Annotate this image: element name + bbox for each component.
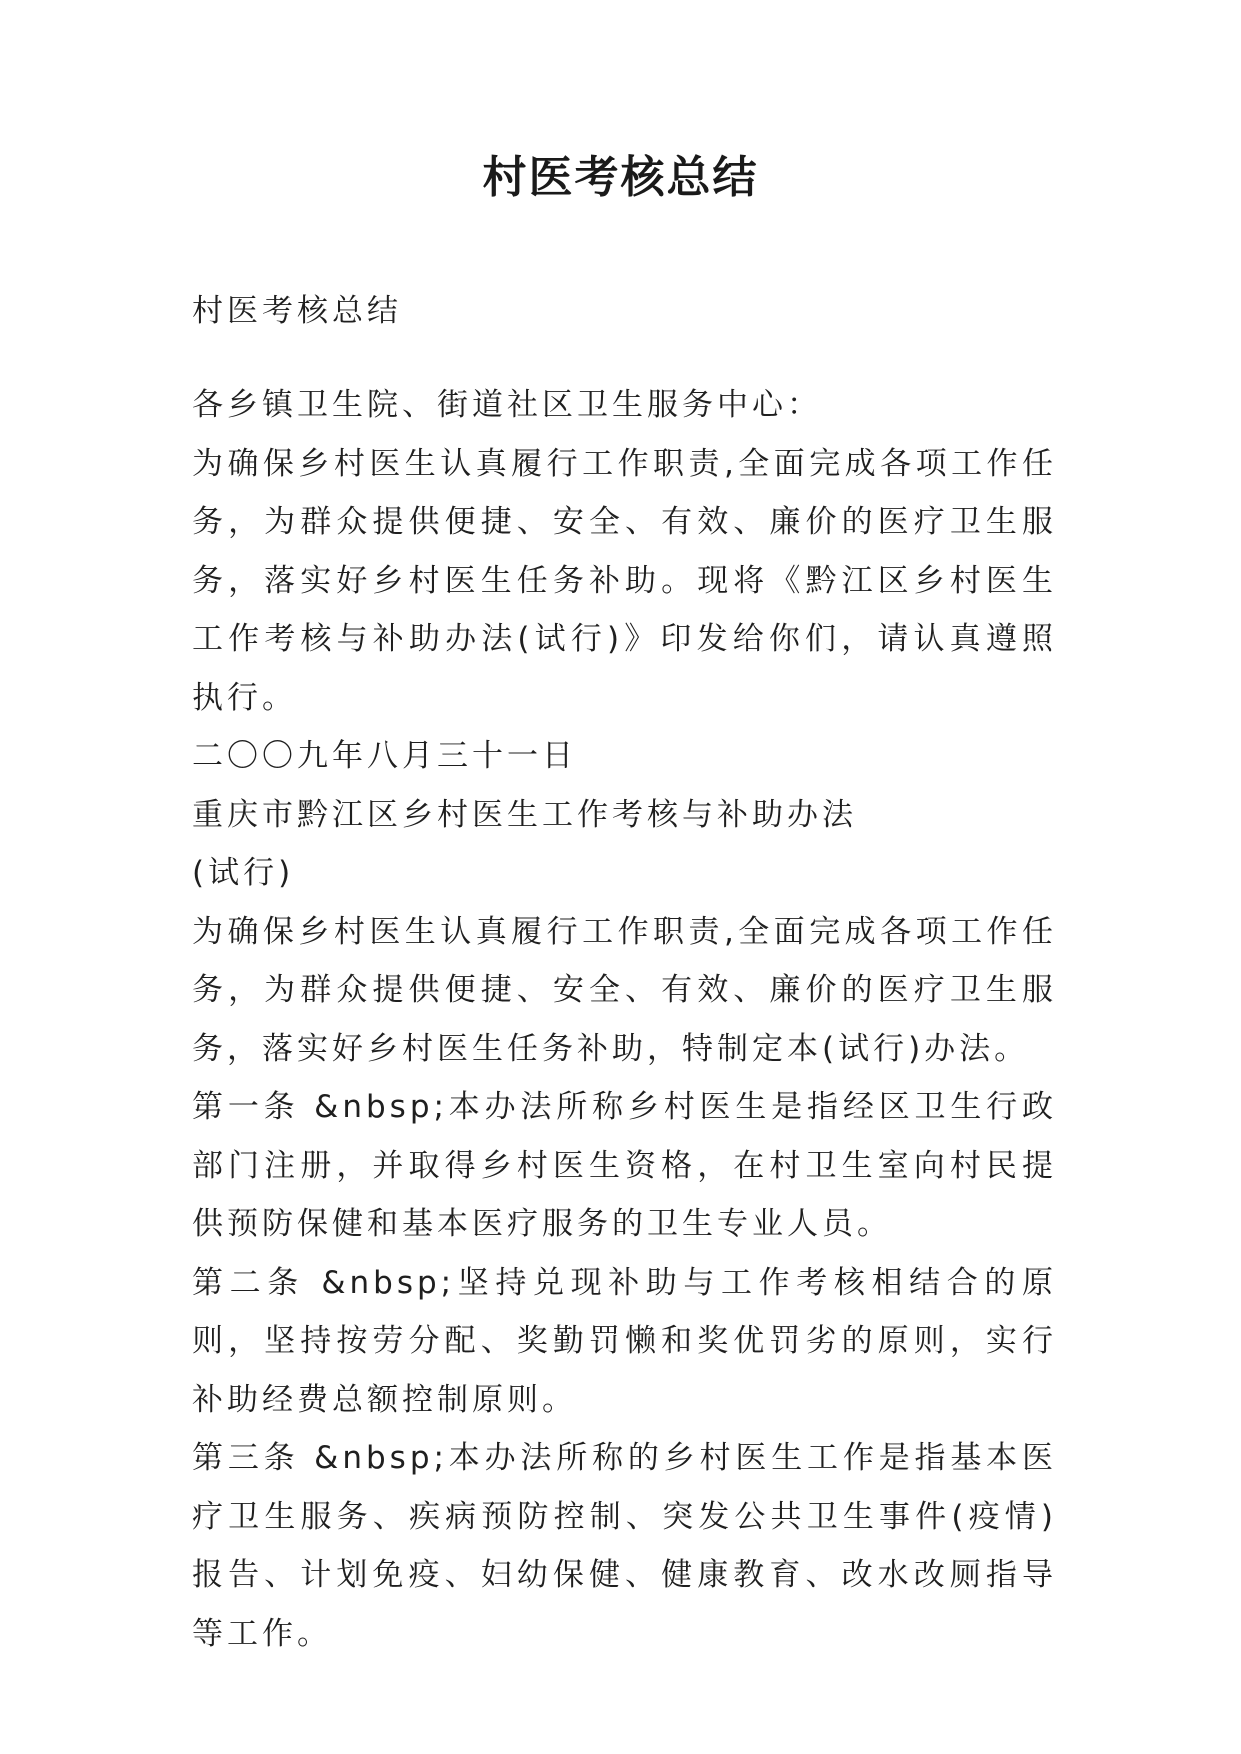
paragraph-article-2: 第二条 &nbsp;坚持兑现补助与工作考核相结合的原则，坚持按劳分配、奖勤罚懒和奖优罚劣的原则，实行补助经费总额控制原则。 [192,1264,1057,1418]
paragraph-addressee: 各乡镇卫生院、街道社区卫生服务中心： [192,387,822,423]
paragraph-article-3: 第三条 &nbsp;本办法所称的乡村医生工作是指基本医疗卫生服务、疾病预防控制、突发公共卫生事件(疫情)报告、计划免疫、妇幼保健、健康教育、改水改厕指导等工作。 [192,1440,1057,1652]
document-body [192,376,1057,1663]
document-title: 村医考核总结 [482,152,759,203]
paragraph-measure-title: 重庆市黔江区乡村医生工作考核与补助办法 [192,796,857,833]
paragraph-article-1: 第一条 &nbsp;本办法所称乡村医生是指经区卫生行政部门注册，并取得乡村医生资格，在村卫生室向村民提供预防保健和基本医疗服务的卫生专业人员。 [192,1089,1057,1242]
paragraph-notice: 为确保乡村医生认真履行工作职责,全面完成各项工作任务，为群众提供便捷、安全、有效、廉价的医疗卫生服务，落实好乡村医生任务补助。现将《黔江区乡村医生工作考核与补助办法(试行)》印发给你们，请认真遵照执行。 [192,445,1057,716]
paragraph-purpose: 为确保乡村医生认真履行工作职责,全面完成各项工作任务，为群众提供便捷、安全、有效、廉价的医疗卫生服务，落实好乡村医生任务补助，特制定本(试行)办法。 [192,913,1057,1067]
document-subtitle: 村医考核总结 [192,293,402,329]
paragraph-date: 二〇〇九年八月三十一日 [192,738,577,774]
paragraph-trial: (试行) [192,855,295,891]
